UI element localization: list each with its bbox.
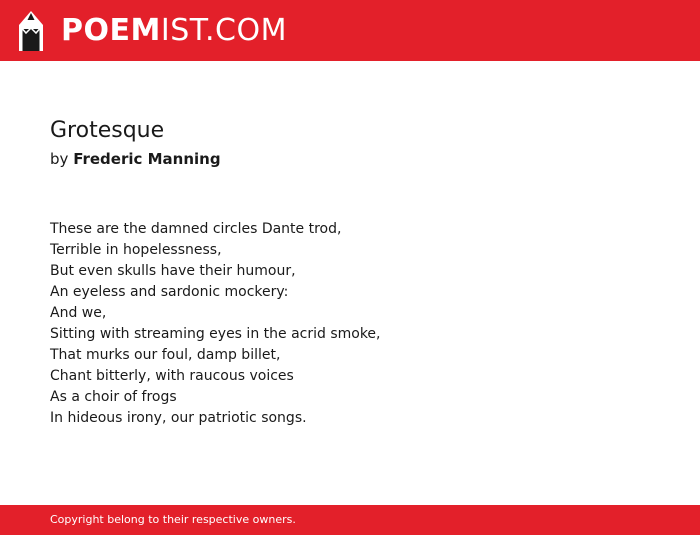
by-label: by — [50, 150, 69, 168]
brand-light: IST.COM — [160, 13, 287, 48]
poem-line: And we, — [50, 305, 107, 321]
poem-line: Sitting with streaming eyes in the acrid smoke, — [50, 326, 381, 342]
poem-line: In hideous irony, our patriotic songs. — [50, 410, 307, 426]
author-name[interactable]: Frederic Manning — [73, 150, 221, 168]
poem-line: An eyeless and sardonic mockery: — [50, 284, 289, 300]
poem-line: But even skulls have their humour, — [50, 263, 296, 279]
brand-bold: POEM — [61, 13, 161, 48]
poem-title: Grotesque — [50, 118, 165, 143]
site-header — [0, 0, 700, 61]
poem-line: These are the damned circles Dante trod, — [50, 221, 342, 237]
poem-line: Chant bitterly, with raucous voices — [50, 368, 294, 384]
copyright-text: Copyright belong to their respective owners. — [50, 513, 296, 526]
poem-line: Terrible in hopelessness, — [50, 242, 222, 258]
byline — [50, 149, 221, 169]
poem-line: As a choir of frogs — [50, 389, 177, 405]
pencil-icon — [19, 11, 43, 51]
poem-body — [50, 219, 650, 429]
poem-line: That murks our foul, damp billet, — [50, 347, 281, 363]
site-logo[interactable] — [61, 12, 287, 50]
site-footer — [0, 505, 700, 535]
